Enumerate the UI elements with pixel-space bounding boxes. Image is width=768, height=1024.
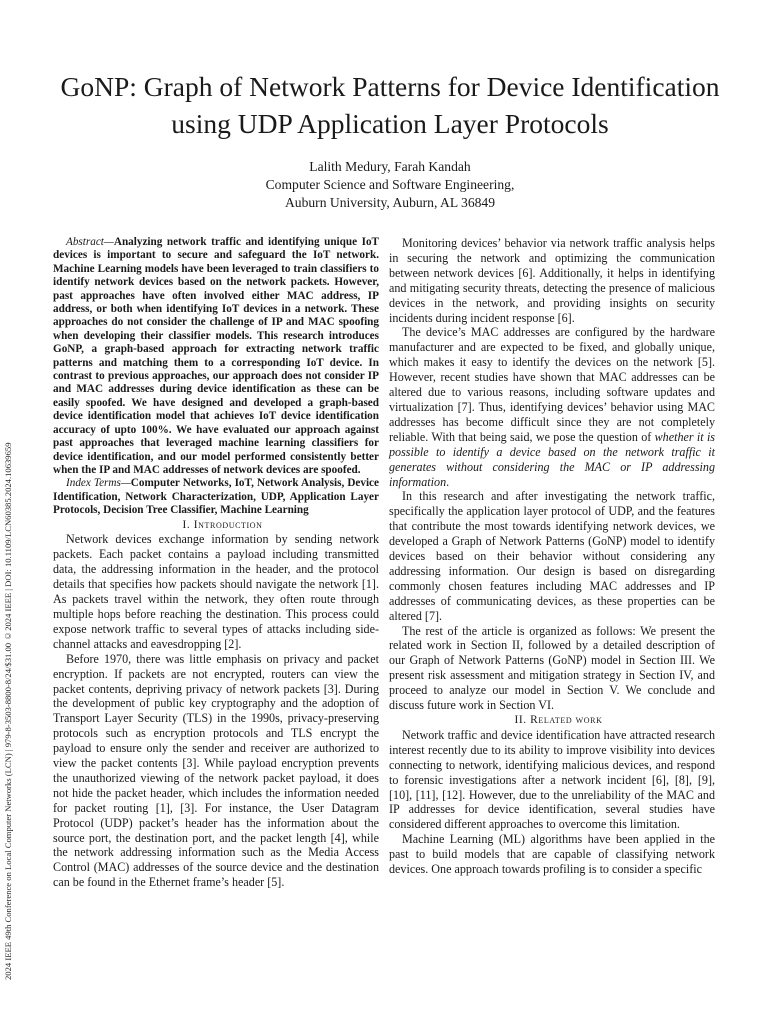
index-terms xyxy=(53,477,379,517)
mac-paragraph-text: The device’s MAC addresses are configured by the hardware manufacturer and are expected to be fixed, and globally unique, which makes it easy to identify the devices on the network [5]. However, recent studies have shown that MAC addresses can be altered due to various reasons, including software updates and virtualization [7]. Thus, identifying devices’ behavior using MAC addresses has become difficult since they are not completely reliable. With that being said, we pose the question of xyxy=(389,325,715,444)
intro-paragraph-2: Before 1970, there was little emphasis on privacy and packet encryption. If packets are not encrypted, routers can view the packet contents, depriving privacy of network packets [3]. During the development of public key cryptography and the adoption of Transport Layer Security (TLS) in the 1990s, privacy-preserving protocols such as encryption protocols and TLS encrypt the payload to ensure only the sender and receiver are authorized to view the packet contents [3]. While payload encryption prevents the unauthorized viewing of the network packet payload, it does not hide the packet header, which includes the information needed for packet routing [1], [3]. For instance, the User Datagram Protocol (UDP) packet’s header has the information about the source port, the destination port, and the packet length [4], while the network addressing information such as the Media Access Control (MAC) addresses of the source device and the destination can be found in the Ethernet frame’s header [5]. xyxy=(53,651,379,890)
paper-title: GoNP: Graph of Network Patterns for Device Identification using UDP Application Layer Protocols xyxy=(60,71,720,139)
intro-paragraph-6: The rest of the article is organized as follows: We present the related work in Section II, followed by a detailed description of our Graph of Network Patterns (GoNP) model in Section III. We present risk assessment and mitigation strategy in Section IV, and proceed to analyze our model in Section V. We conclude and discuss future work in Section VI. xyxy=(389,623,715,713)
index-terms-label: Index Terms— xyxy=(66,477,131,490)
copyright-side-note: 2024 IEEE 49th Conference on Local Computer Networks (LCN) | 979-8-3503-8800-8/24/$31.00 ©2024 IEEE | DOI: 10.1109/LCN60385.2024.10639659 xyxy=(3,442,13,980)
author-block xyxy=(150,158,630,212)
related-work-paragraph-2: Machine Learning (ML) algorithms have been applied in the past to build models that are capable of classifying network devices. One approach towards profiling is to consider a specific xyxy=(389,832,715,877)
section-heading-related-work: II. Related work xyxy=(514,714,603,726)
abstract xyxy=(53,236,379,477)
abstract-text: Analyzing network traffic and identifying unique IoT devices is important to secure and safeguard the IoT network. Machine Learning models have been leveraged to train classifiers to identify network devices based on the network packets. However, past approaches have often involved either MAC address, IP address, or both when identifying IoT devices in a network. These approaches do not consider the challenge of IP and MAC spoofing when developing their classifier models. This research introduces GoNP, a graph-based approach for extracting network traffic patterns and matching them to a corresponding IoT device. In contrast to previous approaches, our approach does not consider IP and MAC addresses during device identification as these can be easily spoofed. We have designed and developed a graph-based device identification model that achieves IoT device identification accuracy of upto 100%. We have evaluated our approach against past approaches that leveraged machine learning classifiers for device identification, and our model performed consistently better when the IP and MAC addresses of network devices are spoofed. xyxy=(53,236,379,476)
related-work-paragraph-1: Network traffic and device identification have attracted research interest recently due to its ability to improve visibility into devices connecting to network, identifying malicious devices, and respond to forensic investigations after a network incident [6], [8], [9], [10], [11], [12]. However, due to the unreliability of the MAC and IP addresses for device identification, several studies have considered different approaches to overcome this limitation. xyxy=(389,727,715,832)
index-terms-text: Computer Networks, IoT, Network Analysis, Device Identification, Network Characterization, UDP, Application Layer Protocols, Decision Tree Classifier, Machine Learning xyxy=(53,477,379,517)
left-column xyxy=(53,236,379,890)
intro-paragraph-1: Network devices exchange information by sending network packets. Each packet contains a payload including transmitted data, the addressing information in the header, and the protocol details that specifies how packets should navigate the network [1]. As packets travel within the network, they often route through multiple hops before reaching the destination. This process could expose network traffic to several types of attacks including side-channel attacks and eavesdropping [2]. xyxy=(53,532,379,651)
intro-paragraph-4 xyxy=(389,325,715,489)
author-department: Computer Science and Software Engineering, xyxy=(265,177,515,192)
abstract-label: Abstract— xyxy=(66,236,114,248)
intro-paragraph-3: Monitoring devices’ behavior via network traffic analysis helps in securing the network and optimizing the communication between network devices [6]. Additionally, it helps in identifying and mitigating security threats, detecting the presence of malicious devices in the network, and providing insights on security incidents during incident response [6]. xyxy=(389,236,715,325)
author-institution: Auburn University, Auburn, AL 36849 xyxy=(284,195,496,210)
research-question: whether it is possible to identify a device based on the network traffic it generates without considering the MAC or IP addressing information xyxy=(389,429,716,489)
intro-paragraph-5: In this research and after investigating the network traffic, specifically the application layer protocol of UDP, and the features that contribute the most towards identifying network devices, we developed a Graph of Network Patterns (GoNP) model to identify devices based on their behavior without considering any addressing information. Our design is based on disregarding commonly chosen features including MAC addresses and IP addresses of communicating devices, as these properties can be altered [7]. xyxy=(389,489,715,623)
author-names: Lalith Medury, Farah Kandah xyxy=(309,159,471,174)
section-heading-introduction: I. Introduction xyxy=(182,518,263,531)
right-column xyxy=(389,236,715,877)
mac-paragraph-end: . xyxy=(446,474,450,489)
